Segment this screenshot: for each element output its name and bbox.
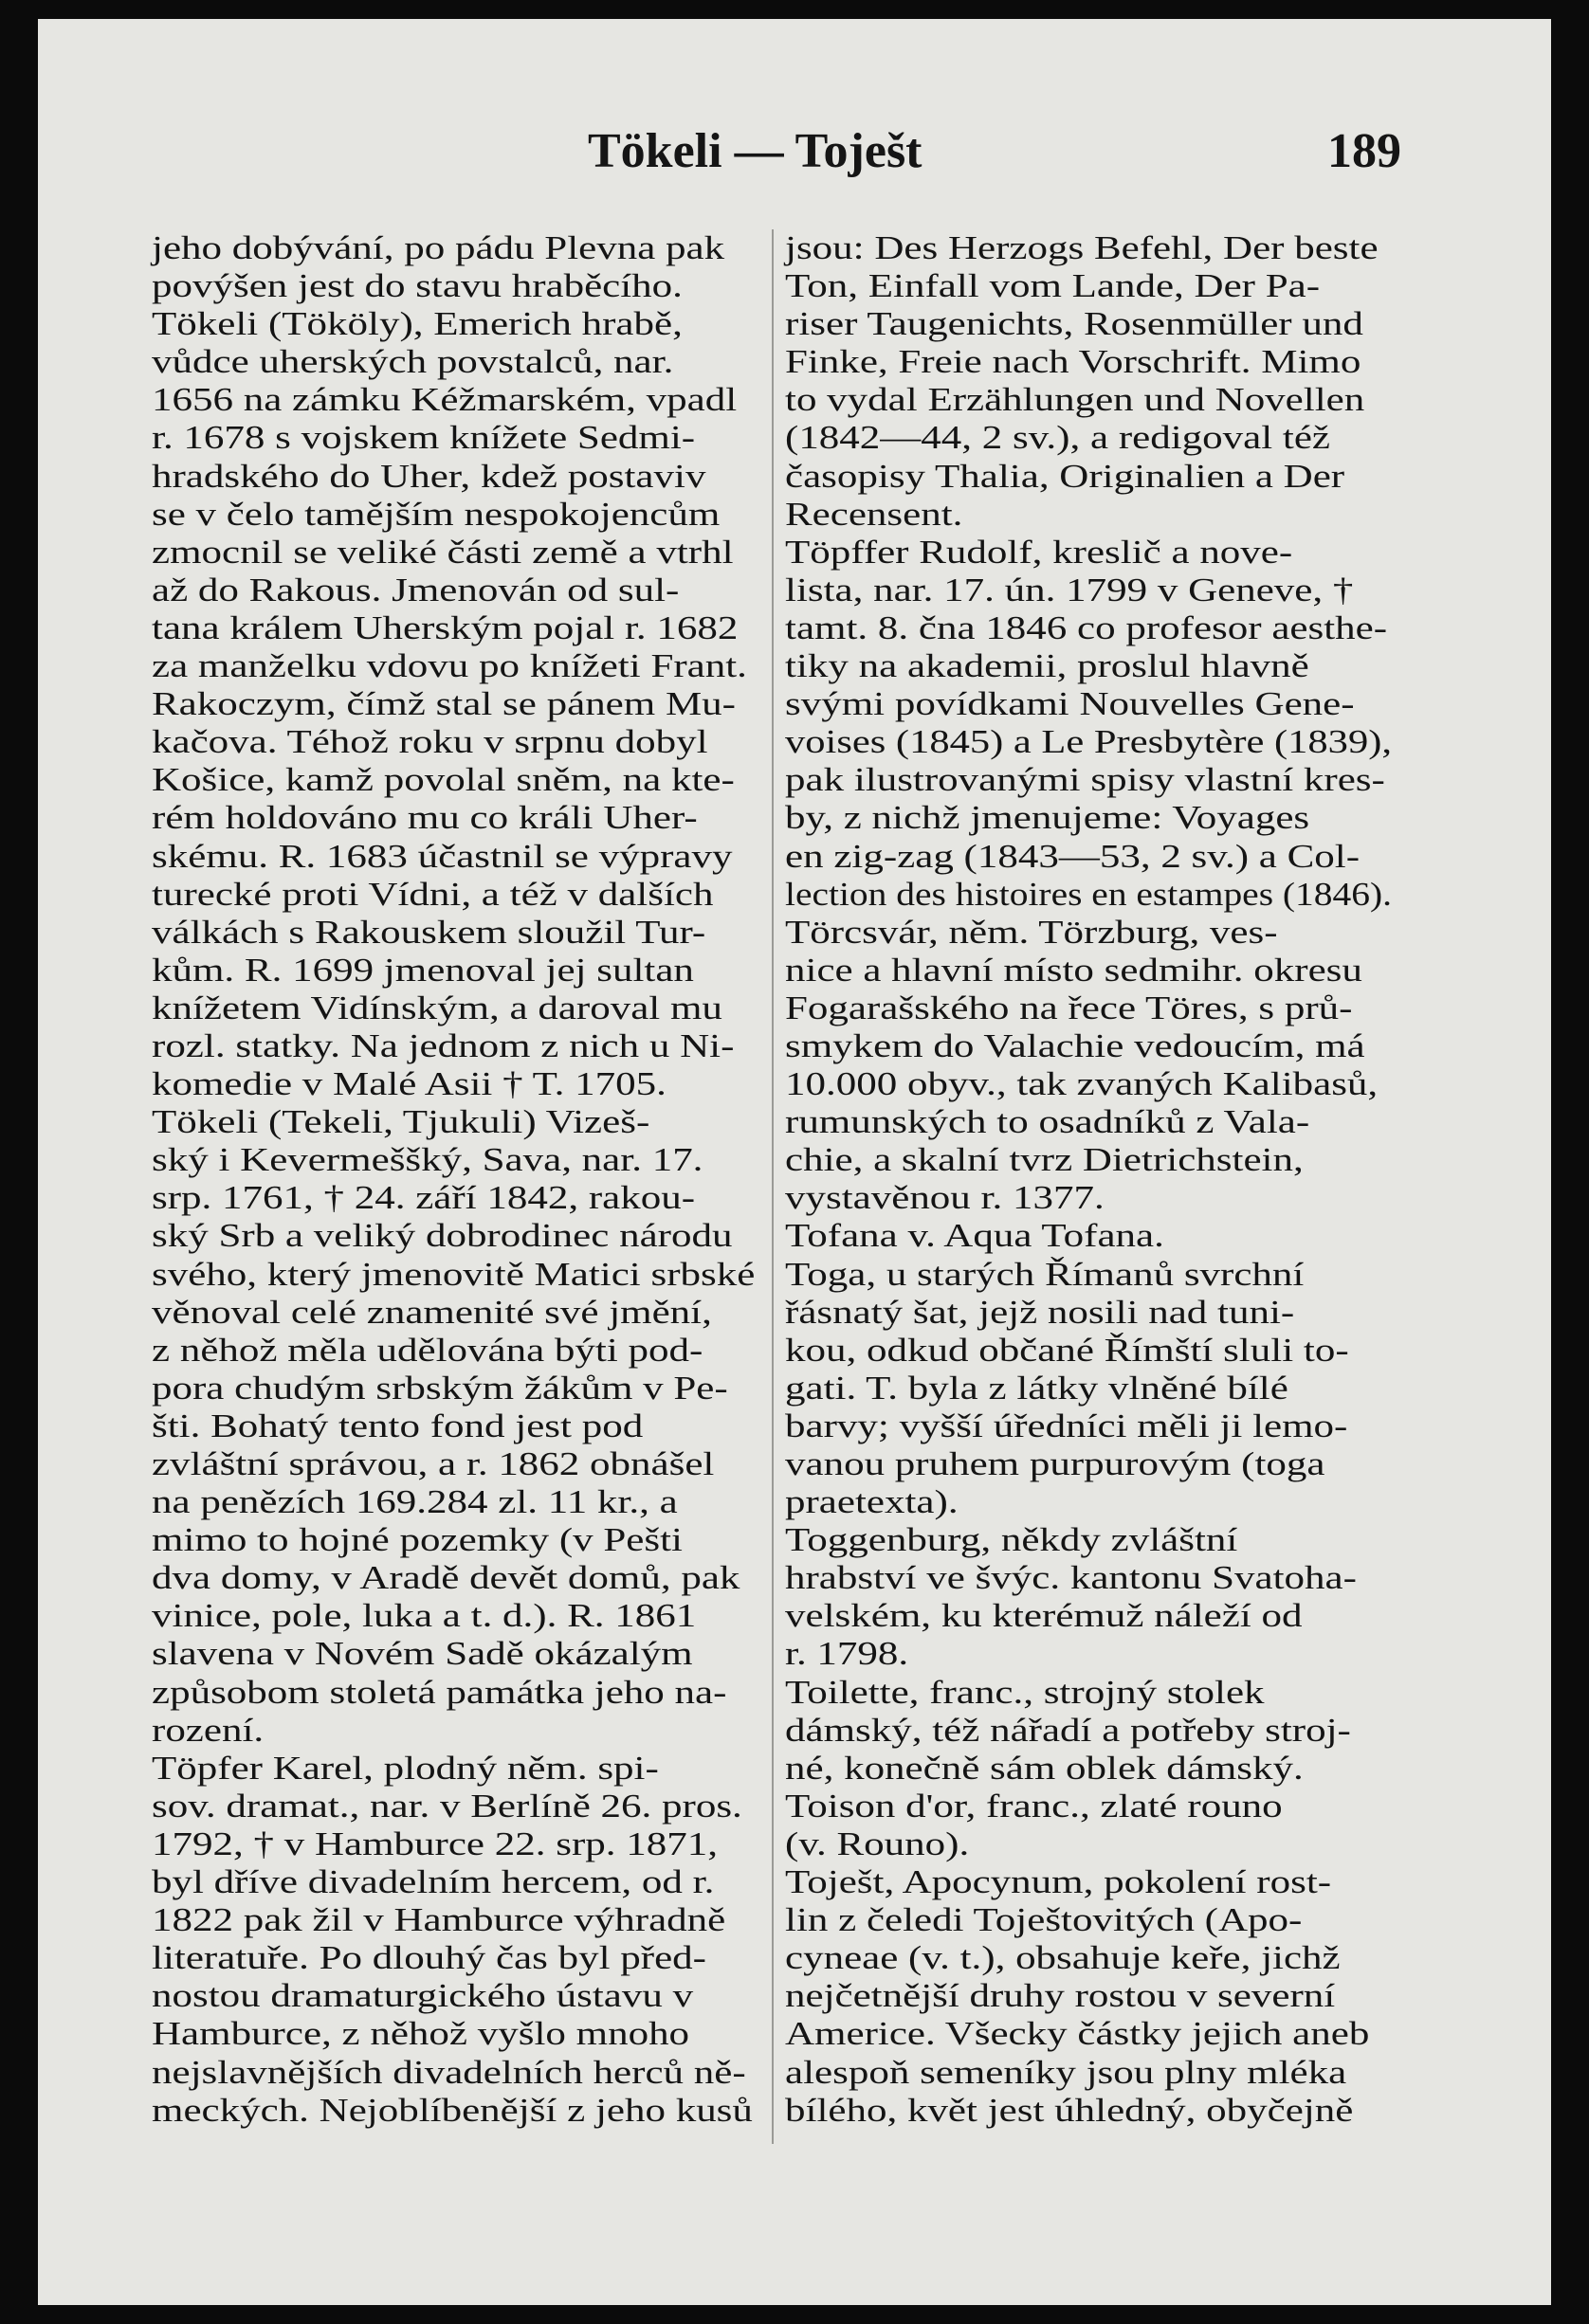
text-line: kům. R. 1699 jmenoval jej sultan [152, 952, 694, 989]
text-line: to vydal Erzählungen und Novellen [785, 382, 1365, 419]
left-column [152, 229, 758, 2130]
text-line: velském, ku kterémuž náleží od [785, 1598, 1303, 1635]
text-line: nostou dramaturgického ústavu v [152, 1978, 694, 2015]
text-line: svými povídkami Nouvelles Gene- [785, 686, 1355, 723]
text-line: meckých. Nejoblíbenější z jeho kusů [152, 2092, 753, 2129]
text-line: až do Rakous. Jmenován od sul- [152, 572, 680, 608]
text-line: Ton, Einfall vom Lande, Der Pa- [785, 268, 1321, 305]
text-line: jeho dobývání, po pádu Plevna pak [152, 230, 725, 266]
right-column [785, 229, 1392, 2130]
book-page [38, 19, 1551, 2305]
text-line: turecké proti Vídni, a též v dalších [152, 876, 714, 913]
text-line: Recensent. [785, 496, 963, 533]
text-line: z něhož měla udělována býti pod- [152, 1332, 703, 1369]
text-line: časopisy Thalia, Originalien a Der [785, 458, 1345, 495]
text-line: Fogarašského na řece Töres, s prů- [785, 990, 1353, 1026]
text-line: vinice, pole, luka a t. d.). R. 1861 [152, 1598, 697, 1635]
text-line: (1842—44, 2 sv.), a redigoval též [785, 420, 1331, 457]
page-number: 189 [1327, 124, 1401, 178]
text-line: válkách s Rakouskem sloužil Tur- [152, 914, 706, 951]
text-line: riser Taugenichts, Rosenmüller und [785, 306, 1363, 343]
text-line: hradského do Uher, kdež postaviv [152, 458, 706, 495]
text-line: Finke, Freie nach Vorschrift. Mimo [785, 344, 1361, 381]
text-line: rumunských to osadníků z Vala- [785, 1104, 1310, 1141]
text-line: praetexta). [785, 1484, 959, 1521]
text-line: kou, odkud občané Římští sluli to- [785, 1332, 1349, 1369]
text-line: vanou pruhem purpurovým (toga [785, 1446, 1325, 1482]
text-line: ský Srb a veliký dobrodinec národu [152, 1218, 733, 1255]
text-line: pora chudým srbským žákům v Pe- [152, 1370, 728, 1407]
text-line: 1656 na zámku Kéžmarském, vpadl [152, 382, 738, 419]
text-line: za manželku vdovu po knížeti Frant. [152, 648, 747, 685]
text-line: vůdce uherských povstalců, nar. [152, 344, 674, 381]
text-line: Tökeli (Tököly), Emerich hrabě, [152, 306, 683, 343]
text-line: 10.000 obyv., tak zvaných Kalibasů, [785, 1066, 1379, 1103]
text-line: Töpfer Karel, plodný něm. spi- [152, 1750, 659, 1787]
text-line: bílého, květ jest úhledný, obyčejně [785, 2092, 1354, 2129]
text-line: mimo to hojné pozemky (v Pešti [152, 1522, 683, 1559]
text-line: lista, nar. 17. ún. 1799 v Geneve, † [785, 572, 1354, 608]
text-line: gati. T. byla z látky vlněné bílé [785, 1370, 1288, 1407]
text-line: zmocnil se veliké části země a vtrhl [152, 534, 734, 571]
text-line: tiky na akademii, proslul hlavně [785, 648, 1309, 685]
text-line: Rakoczym, čímž stal se pánem Mu- [152, 686, 736, 723]
text-line: chie, a skalní tvrz Dietrichstein, [785, 1142, 1304, 1179]
text-line: tamt. 8. čna 1846 co profesor aesthe- [785, 609, 1388, 646]
text-line: Toješt, Apocynum, pokolení rost- [785, 1864, 1332, 1901]
text-line: komedie v Malé Asii † T. 1705. [152, 1066, 667, 1103]
text-line: dva domy, v Aradě devět domů, pak [152, 1560, 740, 1597]
text-line: Toilette, franc., strojný stolek [785, 1674, 1265, 1711]
text-line: kačova. Téhož roku v srpnu dobyl [152, 724, 708, 761]
page-header [38, 123, 1551, 199]
text-line: Toggenburg, někdy zvláštní [785, 1522, 1238, 1559]
text-line: smykem do Valachie vedoucím, má [785, 1027, 1365, 1064]
text-line: alespoň semeníky jsou plny mléka [785, 2054, 1347, 2091]
text-line: vystavěnou r. 1377. [785, 1180, 1105, 1217]
text-line: ský i Kevermeššký, Sava, nar. 17. [152, 1142, 703, 1179]
text-line: sov. dramat., nar. v Berlíně 26. pros. [152, 1788, 742, 1825]
text-line: věnoval celé znamenité své jmění, [152, 1294, 712, 1331]
text-line: r. 1798. [785, 1636, 909, 1673]
text-line: lection des histoires en estampes (1846). [785, 876, 1392, 913]
text-line: způsobom stoletá památka jeho na- [152, 1674, 727, 1711]
text-line: (v. Rouno). [785, 1825, 970, 1862]
text-line: srp. 1761, † 24. září 1842, rakou- [152, 1180, 696, 1217]
text-line: slavena v Novém Sadě okázalým [152, 1636, 693, 1673]
text-line: literatuře. Po dlouhý čas byl před- [152, 1940, 706, 1977]
text-line: barvy; vyšší úředníci měli ji lemo- [785, 1407, 1348, 1444]
text-line: knížetem Vidínským, a daroval mu [152, 990, 722, 1026]
text-line: rém holdováno mu co králi Uher- [152, 800, 698, 837]
text-line: Tökeli (Tekeli, Tjukuli) Vizeš- [152, 1104, 650, 1141]
column-divider [772, 229, 774, 2144]
text-line: rození. [152, 1712, 265, 1749]
text-line: lin z čeledi Toještovitých (Apo- [785, 1902, 1303, 1939]
text-line: na penězích 169.284 zl. 11 kr., a [152, 1484, 678, 1521]
text-line: dámský, též nářadí a potřeby stroj- [785, 1712, 1351, 1749]
text-line: skému. R. 1683 účastnil se výpravy [152, 838, 733, 875]
text-line: voises (1845) a Le Presbytère (1839), [785, 724, 1392, 761]
text-line: Košice, kamž povolal sněm, na kte- [152, 762, 735, 799]
text-line: Americe. Všecky částky jejich aneb [785, 2016, 1370, 2053]
text-line: Toison d'or, franc., zlaté rouno [785, 1788, 1283, 1825]
text-line: tana králem Uherským pojal r. 1682 [152, 609, 739, 646]
text-line: povýšen jest do stavu hraběcího. [152, 268, 683, 305]
text-line: nice a hlavní místo sedmihr. okresu [785, 952, 1362, 989]
text-line: Tofana v. Aqua Tofana. [785, 1218, 1164, 1255]
text-line: Töpffer Rudolf, kreslič a nove- [785, 534, 1293, 571]
text-line: jsou: Des Herzogs Befehl, Der beste [785, 230, 1379, 266]
text-line: řásnatý šat, jejž nosili nad tuni- [785, 1294, 1295, 1331]
text-line: se v čelo tamějším nespokojencům [152, 496, 721, 533]
text-line: nejčetnější druhy rostou v severní [785, 1978, 1336, 2015]
text-line: rozl. statky. Na jednom z nich u Ni- [152, 1027, 735, 1064]
text-line: 1822 pak žil v Hamburce výhradně [152, 1902, 726, 1939]
text-line: cyneae (v. t.), obsahuje keře, jichž [785, 1940, 1341, 1977]
text-line: byl dříve divadelním hercem, od r. [152, 1864, 715, 1901]
text-line: svého, který jmenovitě Matici srbské [152, 1256, 756, 1293]
text-line: Törcsvár, něm. Törzburg, ves- [785, 914, 1278, 951]
text-line: nejslavnějších divadelních herců ně- [152, 2054, 746, 2091]
text-line: r. 1678 s vojskem knížete Sedmi- [152, 420, 696, 457]
text-line: en zig-zag (1843—53, 2 sv.) a Col- [785, 838, 1361, 875]
text-line: hrabství ve švýc. kantonu Svatoha- [785, 1560, 1357, 1597]
running-title: Tökeli — Toješt [588, 124, 922, 178]
text-line: zvláštní správou, a r. 1862 obnášel [152, 1446, 715, 1482]
text-line: Toga, u starých Římanů svrchní [785, 1256, 1305, 1293]
text-line: Hamburce, z něhož vyšlo mnoho [152, 2016, 690, 2053]
text-line: pak ilustrovanými spisy vlastní kres- [785, 762, 1385, 799]
text-line: šti. Bohatý tento fond jest pod [152, 1407, 644, 1444]
text-line: né, konečně sám oblek dámský. [785, 1750, 1304, 1787]
text-line: by, z nichž jmenujeme: Voyages [785, 800, 1310, 837]
text-line: 1792, † v Hamburce 22. srp. 1871, [152, 1825, 718, 1862]
